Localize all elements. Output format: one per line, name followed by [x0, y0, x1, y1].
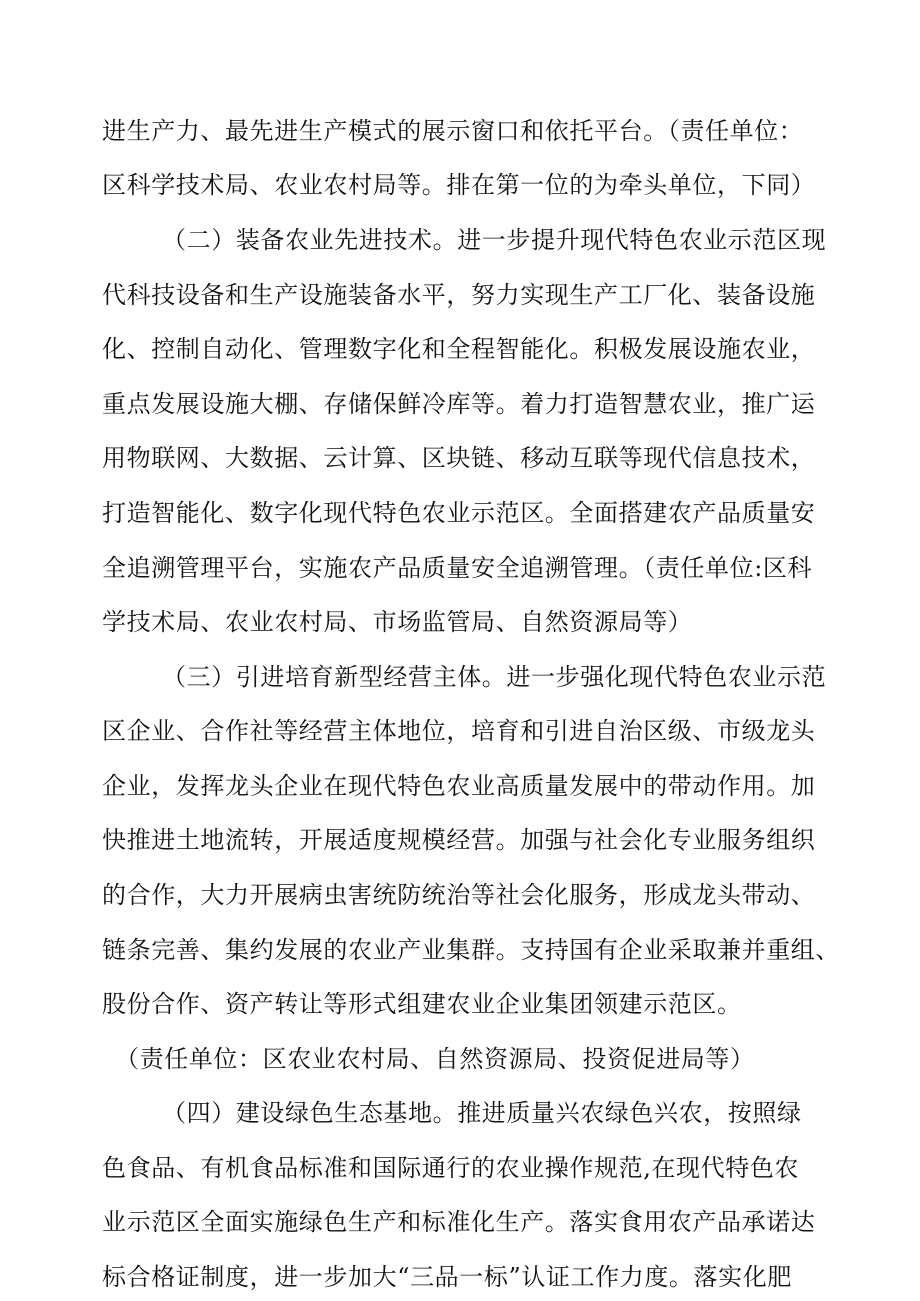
text-line: 色食品、有机食品标准和国际通行的农业操作规范,在现代特色农 [102, 1154, 800, 1182]
text-line: 学技术局、农业农村局、市场监管局、自然资源局等） [102, 608, 693, 636]
section-heading-line: （三）引进培育新型经营主体。进一步强化现代特色农业示范 [162, 663, 827, 691]
text-line: 化、控制自动化、管理数字化和全程智能化。积极发展设施农业， [102, 335, 816, 363]
text-line: 快推进土地流转，开展适度规模经营。加强与社会化专业服务组织 [102, 826, 816, 854]
text-line: 打造智能化、数字化现代特色农业示范区。全面搭建农产品质量安 [102, 499, 816, 527]
text-line: 用物联网、大数据、云计算、区块链、移动互联等现代信息技术， [102, 444, 816, 472]
text-line: 全追溯管理平台，实施农产品质量安全追溯管理。（责任单位:区科 [102, 554, 813, 582]
text-line: 链条完善、集约发展的农业产业集群。支持国有企业采取兼并重组、 [102, 936, 840, 964]
section-heading-line: （四）建设绿色生态基地。推进质量兴农绿色兴农，按照绿 [162, 1099, 802, 1127]
text-line: 企业，发挥龙头企业在现代特色农业高质量发展中的带动作用。加 [102, 772, 816, 800]
text-line: 标合格证制度，进一步加大“三品一标”认证工作力度。落实化肥 [102, 1263, 792, 1291]
text-line: 代科技设备和生产设施装备水平，努力实现生产工厂化、装备设施 [102, 281, 816, 309]
text-line: 业示范区全面实施绿色生产和标准化生产。落实食用农产品承诺达 [102, 1208, 816, 1236]
section-heading-line: （二）装备农业先进技术。进一步提升现代特色农业示范区现 [162, 226, 827, 254]
text-line: 的合作，大力开展病虫害统防统治等社会化服务，形成龙头带动、 [102, 881, 816, 909]
text-line: 区企业、合作社等经营主体地位，培育和引进自治区级、市级龙头 [102, 717, 816, 745]
text-line: 股份合作、资产转让等形式组建农业企业集团领建示范区。 [102, 990, 742, 1018]
text-line: 重点发展设施大棚、存储保鲜冷库等。着力打造智慧农业，推广运 [102, 390, 816, 418]
text-line: 区科学技术局、农业农村局等。排在第一位的为牵头单位，下同） [102, 171, 816, 199]
text-line: 进生产力、最先进生产模式的展示窗口和依托平台。（责任单位： [102, 117, 804, 145]
text-line: （责任单位：区农业农村局、自然资源局、投资促进局等） [115, 1045, 755, 1073]
